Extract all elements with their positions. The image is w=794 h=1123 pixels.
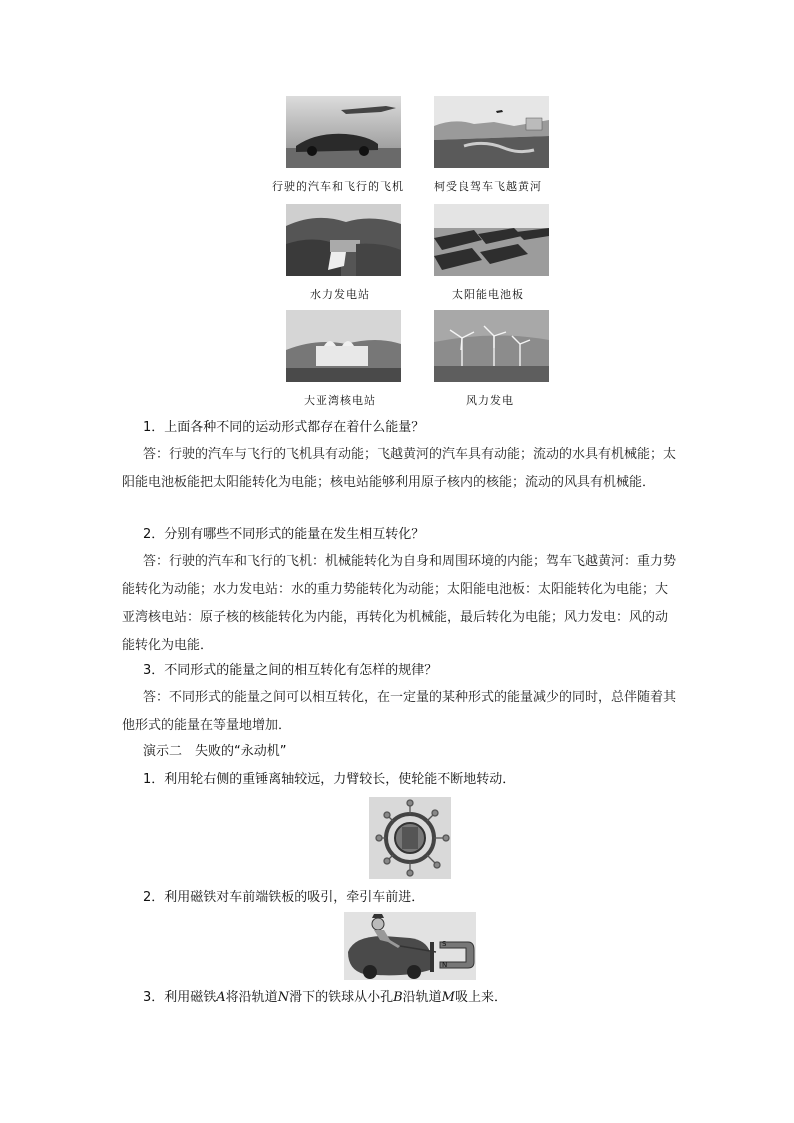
wind-turbine-photo bbox=[434, 310, 549, 382]
question-2: 2．分别有哪些不同形式的能量在发生相互转化？ bbox=[143, 527, 425, 542]
solar-panel-photo bbox=[434, 204, 549, 276]
question-3: 3．不同形式的能量之间的相互转化有怎样的规律？ bbox=[143, 663, 438, 678]
nuclear-plant-photo bbox=[286, 310, 401, 382]
text-span: 将沿轨道 bbox=[225, 990, 278, 1005]
question-1: 1．上面各种不同的运动形式都存在着什么能量？ bbox=[143, 420, 425, 435]
caption: 柯受良驾车飞越黄河 bbox=[434, 180, 542, 193]
answer-2: 答：行驶的汽车和飞行的飞机：机械能转化为自身和周围环境的内能；驾车飞越黄河：重力势能转化为动能；水力发电站：水的重力势能转化为动能；太阳能电池板：太阳能转化为电能；大亚湾核电站：原子核的核能转化为内能，再转化为机械能，最后转化为电能；风力发电：风的动能转化为电能． bbox=[122, 554, 677, 653]
caption: 太阳能电池板 bbox=[452, 288, 524, 301]
demo-2-item-2: 2．利用磁铁对车前端铁板的吸引，牵引车前进． bbox=[143, 890, 425, 905]
car-and-jet-photo bbox=[286, 96, 401, 168]
hydropower-station-photo bbox=[286, 204, 401, 276]
magnet-car-image bbox=[344, 912, 476, 980]
text-span: 滑下的铁球从小孔 bbox=[289, 990, 394, 1005]
car-leap-yellow-river-photo bbox=[434, 96, 549, 168]
text-span: 3．利用磁铁 bbox=[143, 990, 217, 1005]
wheel-perpetual-motion-image bbox=[369, 797, 451, 879]
var-m: M bbox=[441, 990, 455, 1005]
var-a: A bbox=[216, 990, 226, 1005]
demo-2-item-1: 1．利用轮右侧的重锤离轴较远，力臂较长，使轮能不断地转动． bbox=[143, 772, 516, 787]
answer-3: 答：不同形式的能量之间可以相互转化，在一定量的某种形式的能量减少的同时，总伴随着其他形式的能量在等量地增加． bbox=[122, 690, 677, 733]
var-n: N bbox=[277, 990, 290, 1005]
magnet-n-label: N bbox=[442, 961, 448, 969]
text-span: 吸上来． bbox=[454, 990, 507, 1005]
answer-1: 答：行驶的汽车与飞行的飞机具有动能；飞越黄河的汽车具有动能；流动的水具有机械能；太阳能电池板能把太阳能转化为电能；核电站能够利用原子核内的核能；流动的风具有机械能． bbox=[122, 447, 677, 490]
text-span: 沿轨道 bbox=[402, 990, 442, 1005]
demo-2-title: 演示二 失败的“永动机” bbox=[143, 744, 287, 759]
caption: 风力发电 bbox=[466, 394, 514, 407]
caption: 行驶的汽车和飞行的飞机 bbox=[272, 180, 404, 193]
magnet-s-label: S bbox=[442, 940, 447, 948]
caption: 水力发电站 bbox=[310, 288, 370, 301]
caption: 大亚湾核电站 bbox=[304, 394, 376, 407]
demo-2-item-3 bbox=[122, 984, 678, 1012]
var-b: B bbox=[393, 990, 403, 1005]
